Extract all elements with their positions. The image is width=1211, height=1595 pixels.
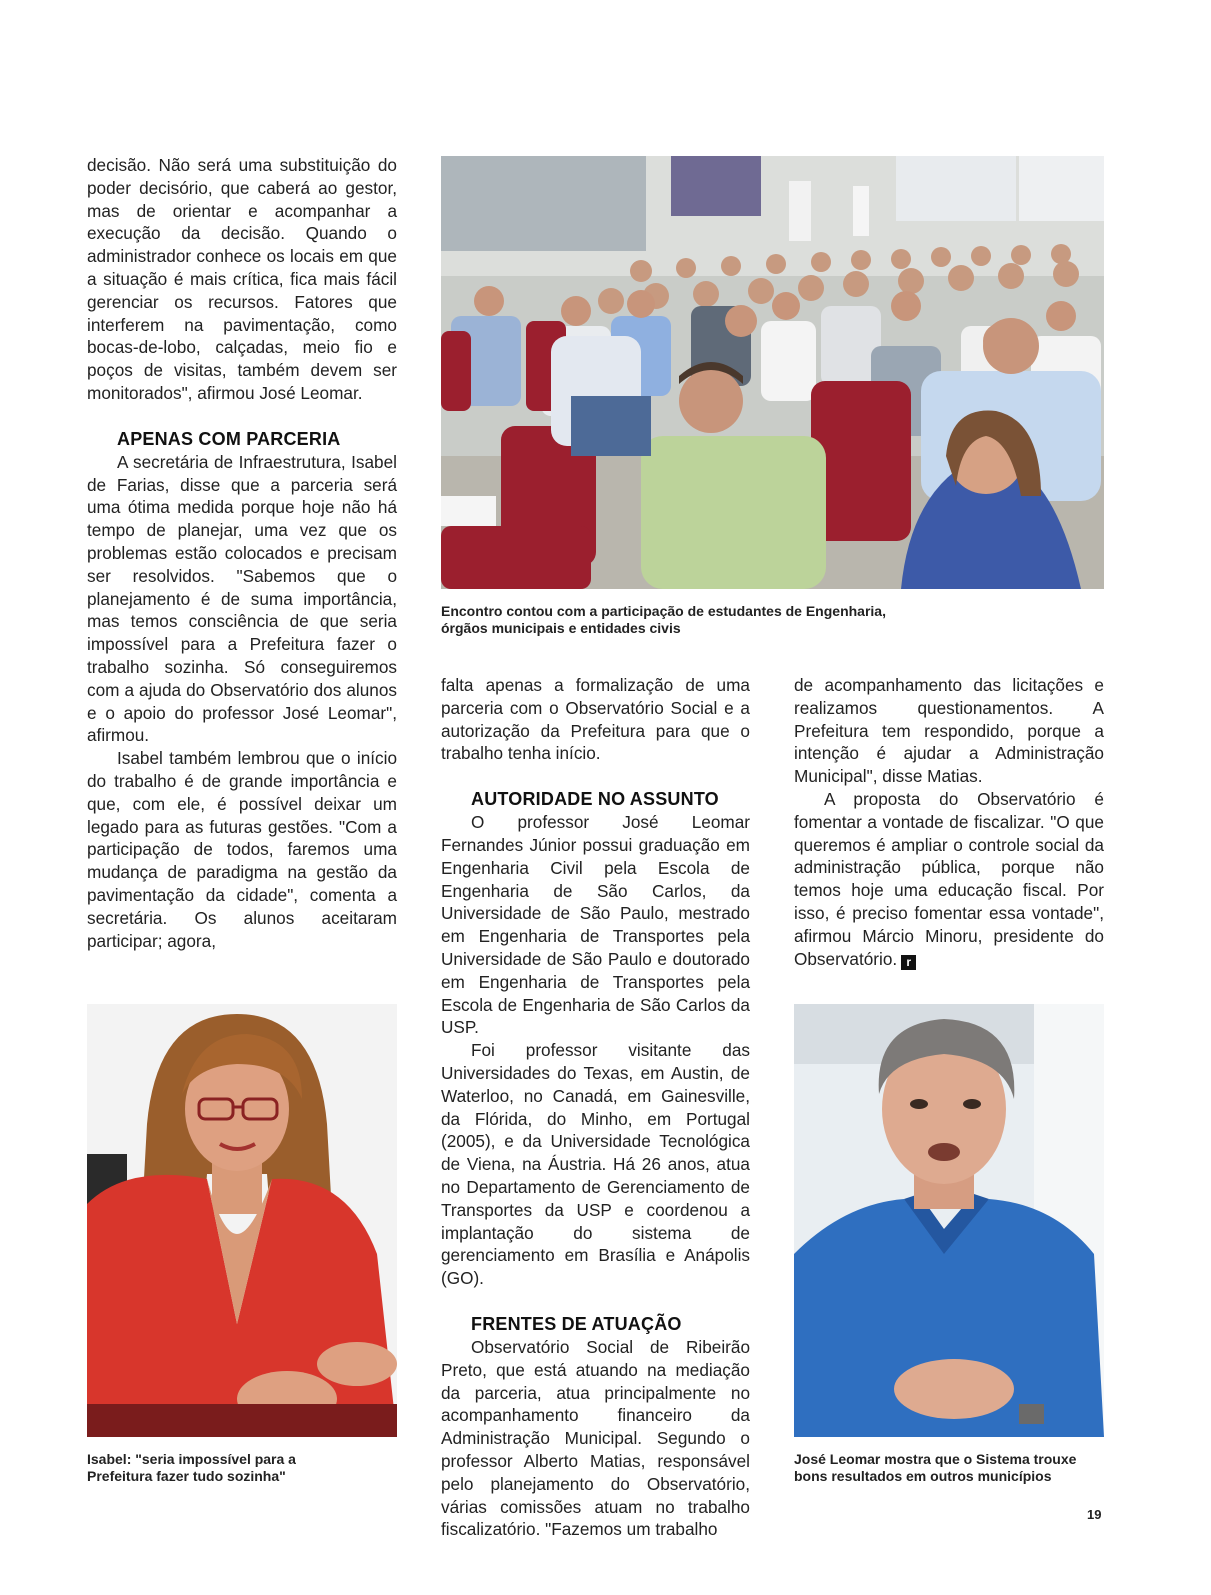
jose-caption-line-1: José Leomar mostra que o Sistema trouxe [794,1451,1077,1467]
isabel-caption-line-1: Isabel: "seria impossível para a [87,1451,296,1467]
heading-apenas-com-parceria: APENAS COM PARCERIA [117,428,341,449]
jose-leomar-photo [794,1004,1104,1437]
col3-paragraph-1: de acompanhamento das licitações e realizamos questionamentos. A Prefeitura tem respondido, porque a intenção é ajudar a Administração Municipal", disse Matias. [794,675,1104,787]
column-1 [87,154,397,952]
jose-leomar-photo-caption [794,1451,1114,1485]
column-2 [441,674,750,1541]
col2-paragraph-3: Foi professor visitante das Universidades do Texas, em Austin, de Waterloo, no Canadá, em Gainesville, da Flórida, do Minho, em Portugal (2005), e da Universidade Tecnológica de Viena, na Áustria. Há 26 anos, atua no Departamento de Gerenciamento de Transportes da USP e coordenou a implantação do sistema de gerenciamento em Brasília e Anápolis (GO). [441,1040,750,1289]
heading-autoridade-no-assunto: AUTORIDADE NO ASSUNTO [471,789,719,810]
col2-paragraph-2: O professor José Leomar Fernandes Júnior possui graduação em Engenharia Civil pela Escola de Engenharia de São Carlos, da Universidade de São Paulo, mestrado em Engenharia de Transportes pela Universidade de São Paulo e doutorado em Engenharia de Transportes pela Escola de Engenharia de São Carlos da USP. [441,812,750,1038]
col1-paragraph-3: Isabel também lembrou que o início do trabalho é de grande importância e que, com ele, é possível deixar um legado para as futuras gestões. "Com a participação de todos, faremos uma mudança de paradigma na gestão da pavimentação da cidade", comenta a secretária. Os alunos aceitaram participar; agora, [87,748,397,951]
isabel-photo [87,1004,397,1437]
audience-photo-caption [441,603,1104,637]
audience-photo [441,156,1104,589]
page-number: 19 [1087,1507,1102,1522]
audience-caption-line-1: Encontro contou com a participação de estudantes de Engenharia, [441,603,886,619]
audience-caption-line-2: órgãos municipais e entidades civis [441,620,681,636]
heading-frentes-de-atuacao: FRENTES DE ATUAÇÃO [471,1313,682,1334]
col3-paragraph-2-text: A proposta do Observatório é fomentar a vontade de fiscalizar. "O que queremos é ampliar o controle social da administração pública, porque não temos hoje uma educação fiscal. Por isso, é preciso fomentar essa vontade", afirmou Márcio Minoru, presidente do Observatório. [794,788,1104,969]
col1-paragraph-1: decisão. Não será uma substituição do poder decisório, que caberá ao gestor, mas de orientar e acompanhar a execução da decisão. Quando o administrador conhece os locais em que a situação é mais crítica, fica mais fácil gerenciar os recursos. Fatores que interferem na pavimentação, como bocas-de-lobo, calçadas, meio fio e poços de visitas, também devem ser monitorados", afirmou José Leomar. [87,155,397,403]
col3-paragraph-2 [794,788,1104,970]
jose-caption-line-2: bons resultados em outros municípios [794,1468,1052,1484]
column-3 [794,674,1104,970]
end-of-article-mark: r [901,955,916,970]
isabel-caption-line-2: Prefeitura fazer tudo sozinha" [87,1468,286,1484]
col2-paragraph-1: falta apenas a formalização de uma parceria com o Observatório Social e a autorização da Prefeitura para que o trabalho tenha início. [441,675,750,764]
isabel-photo-caption [87,1451,407,1485]
col2-paragraph-4: Observatório Social de Ribeirão Preto, que está atuando na mediação da parceria, atua principalmente no acompanhamento financeiro da Administração Municipal. Segundo o professor Alberto Matias, responsável pelo planejamento do Observatório, várias comissões atuam no trabalho fiscalizatório. "Fazemos um trabalho [441,1336,750,1540]
col1-paragraph-2: A secretária de Infraestrutura, Isabel de Farias, disse que a parceria será uma ótima medida porque hoje não há tempo de planejar, uma vez que os problemas estão colocados e precisam ser resolvidos. "Sabemos que o planejamento é de suma importância, mas temos consciência de que seria impossível para a Prefeitura fazer o trabalho sozinha. Só conseguiremos com a ajuda do Observatório dos alunos e o apoio do professor José Leomar", afirmou. [87,451,397,746]
